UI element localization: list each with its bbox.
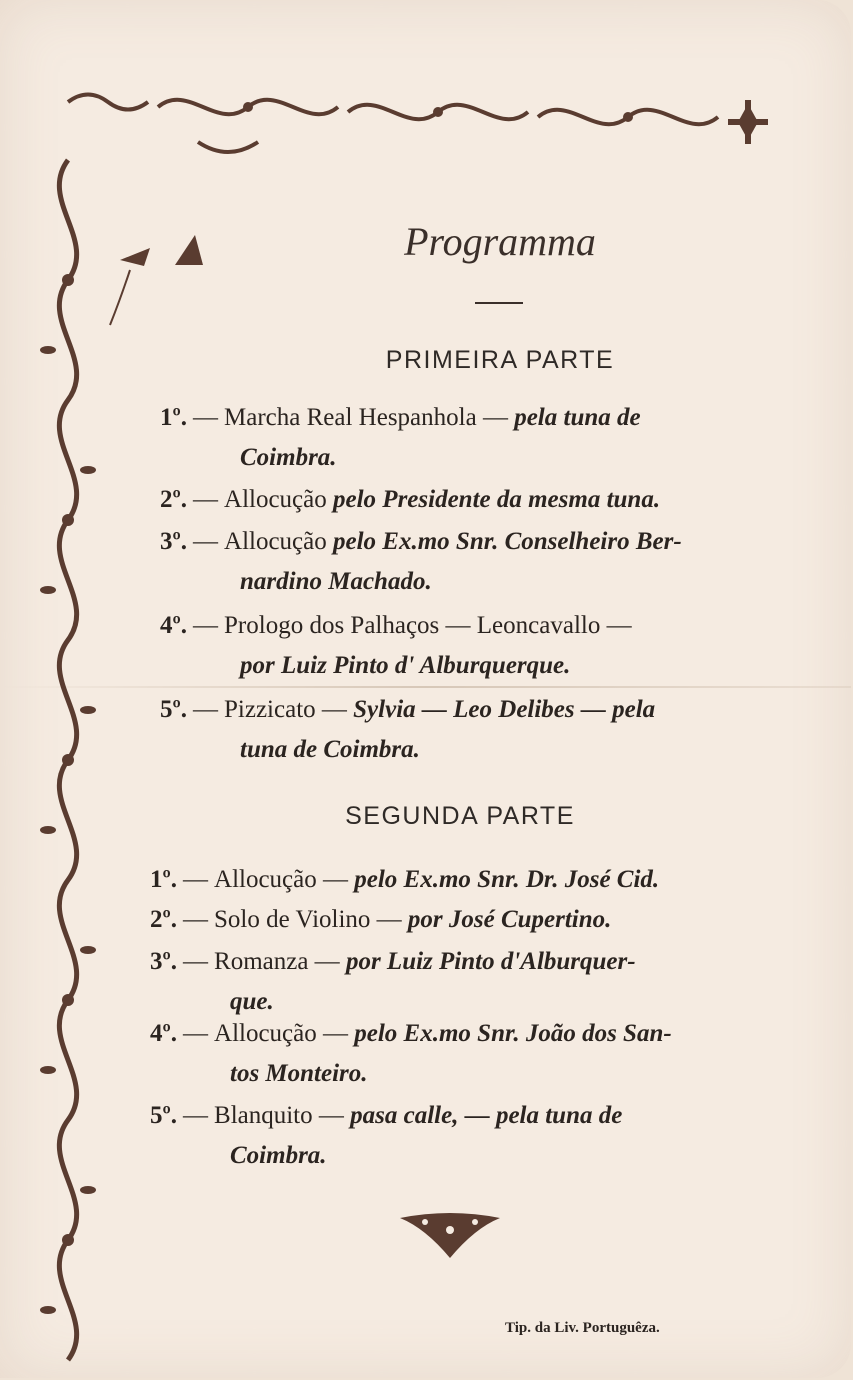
program-item: 1º. — Allocução — pelo Ex.mo Snr. Dr. José Cid. — [150, 866, 660, 893]
fold-crease — [0, 686, 851, 688]
left-border-ornament — [28, 150, 118, 1380]
segunda-parte-heading: SEGUNDA PARTE — [345, 802, 575, 830]
printer-imprint: Tip. da Liv. Portuguêza. — [505, 1320, 660, 1336]
program-item: 3º. — Romanza — por Luiz Pinto d'Alburquer- que. — [150, 948, 636, 1015]
program-title: Programma — [404, 219, 596, 264]
program-item: 4º. — Allocução — pelo Ex.mo Snr. João dos San- tos Monteiro. — [150, 1020, 672, 1087]
primeira-parte-heading: PRIMEIRA PARTE — [385, 346, 615, 374]
scroll-border-ornament — [48, 82, 778, 172]
program-item: 3º. — Allocução pelo Ex.mo Snr. Conselheiro Ber- nardino Machado. — [160, 528, 682, 595]
corner-flourish-ornament — [100, 200, 240, 330]
program-item: 5º. — Pizzicato — Sylvia — Leo Delibes — pela tuna de Coimbra. — [160, 696, 656, 763]
program-item: 2º. — Solo de Violino — por José Cupertino. — [150, 906, 612, 933]
title-rule — [475, 302, 523, 304]
program-item: 4º. — Prologo dos Palhaços — Leoncavallo — por Luiz Pinto d' Alburquerque. — [160, 612, 632, 679]
program-item: 1º. — Marcha Real Hespanhola — pela tuna de Coimbra. — [160, 404, 641, 471]
floral-tailpiece-ornament — [390, 1208, 510, 1268]
program-item: 5º. — Blanquito — pasa calle, — pela tuna de Coimbra. — [150, 1102, 623, 1169]
program-item: 2º. — Allocução pelo Presidente da mesma tuna. — [160, 486, 661, 513]
